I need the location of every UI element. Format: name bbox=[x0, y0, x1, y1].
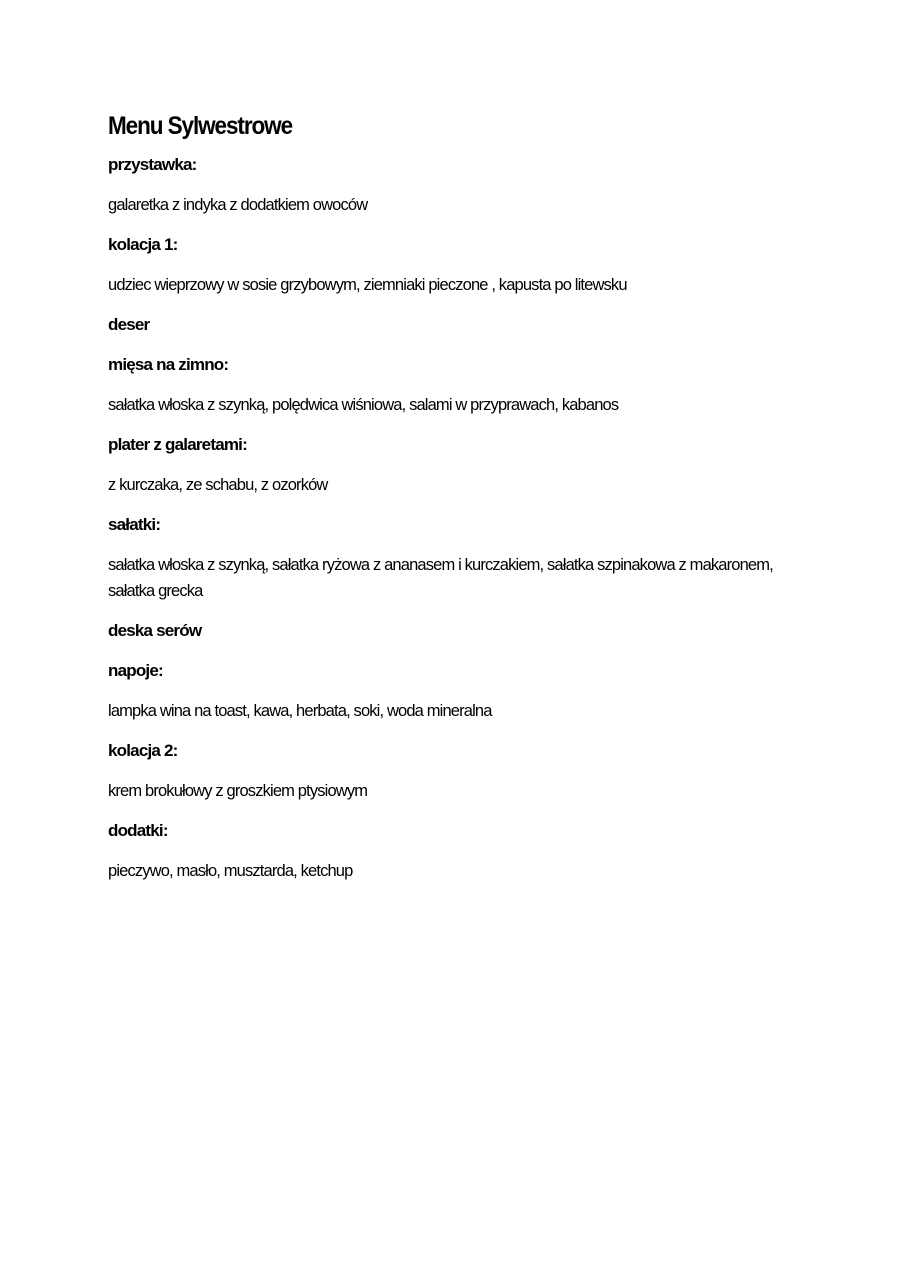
section-plater-z-galaretami bbox=[108, 432, 808, 498]
section-heading: sałatki: bbox=[108, 515, 161, 534]
section-heading: plater z galaretami: bbox=[108, 435, 247, 454]
section-kolacja-1 bbox=[108, 232, 808, 298]
section-text: sałatka włoska z szynką, sałatka ryżowa z ananasem i kurczakiem, sałatka szpinakowa z makaronem, sałatka grecka bbox=[108, 556, 773, 600]
section-text: lampka wina na toast, kawa, herbata, soki, woda mineralna bbox=[108, 702, 492, 720]
section-heading: kolacja 1: bbox=[108, 235, 178, 254]
section-heading: deska serów bbox=[108, 621, 202, 640]
section-heading: przystawka: bbox=[108, 155, 197, 174]
section-heading: dodatki: bbox=[108, 821, 168, 840]
section-text: sałatka włoska z szynką, polędwica wiśniowa, salami w przyprawach, kabanos bbox=[108, 396, 619, 414]
section-przystawka bbox=[108, 152, 808, 218]
page-title: Menu Sylwestrowe bbox=[108, 112, 293, 140]
menu-page bbox=[108, 108, 808, 898]
section-text: galaretka z indyka z dodatkiem owoców bbox=[108, 196, 368, 214]
section-miesa-na-zimno bbox=[108, 352, 808, 418]
section-napoje bbox=[108, 658, 808, 724]
section-text: krem brokułowy z groszkiem ptysiowym bbox=[108, 782, 368, 800]
section-kolacja-2 bbox=[108, 738, 808, 804]
section-dodatki bbox=[108, 818, 808, 884]
section-heading: kolacja 2: bbox=[108, 741, 178, 760]
section-deska-serow bbox=[108, 618, 808, 644]
section-heading: mięsa na zimno: bbox=[108, 355, 229, 374]
section-deser bbox=[108, 312, 808, 338]
section-text: z kurczaka, ze schabu, z ozorków bbox=[108, 476, 328, 494]
section-heading: deser bbox=[108, 315, 150, 334]
section-text: udziec wieprzowy w sosie grzybowym, ziemniaki pieczone , kapusta po litewsku bbox=[108, 276, 627, 294]
section-text: pieczywo, masło, musztarda, ketchup bbox=[108, 862, 353, 880]
section-salatki bbox=[108, 512, 808, 604]
section-heading: napoje: bbox=[108, 661, 163, 680]
